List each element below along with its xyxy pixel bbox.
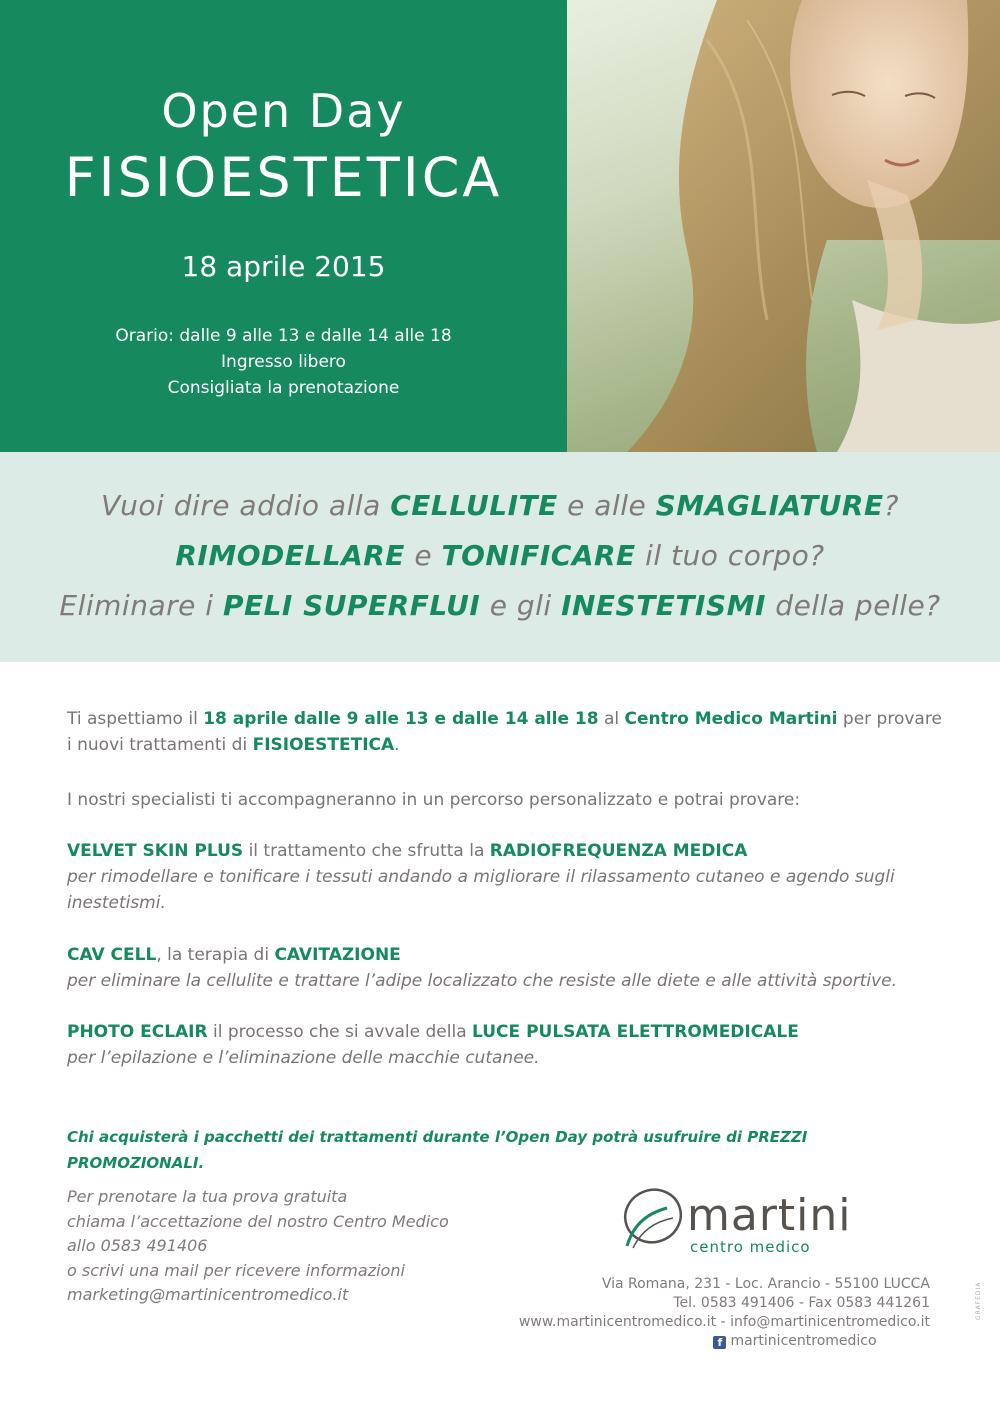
hero-panel: [0, 0, 567, 452]
logo-swirl-icon: [615, 1186, 685, 1256]
contact-web[interactable]: www.martinicentromedico.it - info@martinicentromedico.it: [518, 1314, 930, 1330]
logo-subtitle: centro medico: [690, 1238, 811, 1256]
questions-band: [0, 452, 1000, 662]
hero: [0, 0, 1000, 452]
question-reshape: RIMODELLARE e TONIFICARE il tuo corpo?: [175, 539, 825, 572]
treatment-cav-cell: CAV CELL, la terapia di CAVITAZIONE per eliminare la cellulite e trattare l’adipe localizzato che resiste alle diete e alle attività sportive.: [67, 945, 898, 991]
treatment-photo-eclair: PHOTO ECLAIR il processo che si avvale della LUCE PULSATA ELETTROMEDICALE per l’epilazione e l’eliminazione delle macchie cutanee.: [67, 1022, 799, 1068]
event-info: [0, 323, 567, 401]
info-hours: Orario: dalle 9 alle 13 e dalle 14 alle 18: [115, 326, 452, 346]
booking-info: [67, 1185, 487, 1308]
booking-line: o scrivi una mail per ricevere informazioni: [67, 1260, 405, 1280]
booking-line: Per prenotare la tua prova gratuita: [67, 1187, 348, 1206]
title-fisioestetica: FISIOESTETICA: [64, 146, 503, 209]
specialists-paragraph: I nostri specialisti ti accompagneranno in un percorso personalizzato e potrai provare:: [67, 790, 801, 810]
question-hair-removal: Eliminare i PELI SUPERFLUI e gli INESTETISMI della pelle?: [59, 589, 941, 622]
contact-facebook[interactable]: [500, 1332, 930, 1351]
contact-phone: Tel. 0583 491406 - Fax 0583 441261: [673, 1295, 930, 1311]
title-open-day: Open Day: [161, 84, 406, 138]
woman-photo: [567, 0, 1000, 452]
logo-wordmark: martini: [687, 1190, 852, 1241]
contact-address: Via Romana, 231 - Loc. Arancio - 55100 LUCCA: [601, 1276, 930, 1292]
woman-photo-illustration: [567, 0, 1000, 452]
designer-credit: GRAFEDIA: [975, 1281, 982, 1320]
promo-note: Chi acquisterà i pacchetti dei trattamenti durante l’Open Day potrà usufruire di PREZZI PROMOZIONALI.: [67, 1128, 808, 1172]
facebook-icon: f: [713, 1336, 726, 1349]
intro-paragraph: Ti aspettiamo il 18 aprile dalle 9 alle 13 e dalle 14 alle 18 al Centro Medico Martini per provare i nuovi trattamenti di FISIOESTETICA.: [67, 709, 942, 755]
facebook-handle: martinicentromedico: [730, 1333, 877, 1349]
event-date: 18 aprile 2015: [181, 250, 386, 283]
contact-block: [500, 1275, 930, 1351]
question-cellulite: Vuoi dire addio alla CELLULITE e alle SMAGLIATURE?: [101, 489, 899, 522]
booking-email[interactable]: marketing@martinicentromedico.it: [67, 1285, 349, 1304]
treatment-velvet-skin: VELVET SKIN PLUS il trattamento che sfrutta la RADIOFREQUENZA MEDICA per rimodellare e tonificare i tessuti andando a migliorare il rilassamento cutaneo e agendo sugli inestetismi.: [67, 841, 895, 913]
booking-phone[interactable]: allo 0583 491406: [67, 1236, 208, 1255]
martini-logo: [615, 1186, 875, 1256]
booking-line: chiama l’accettazione del nostro Centro Medico: [67, 1211, 449, 1231]
info-booking-advised: Consigliata la prenotazione: [167, 378, 400, 398]
info-free-entry: Ingresso libero: [221, 352, 346, 372]
